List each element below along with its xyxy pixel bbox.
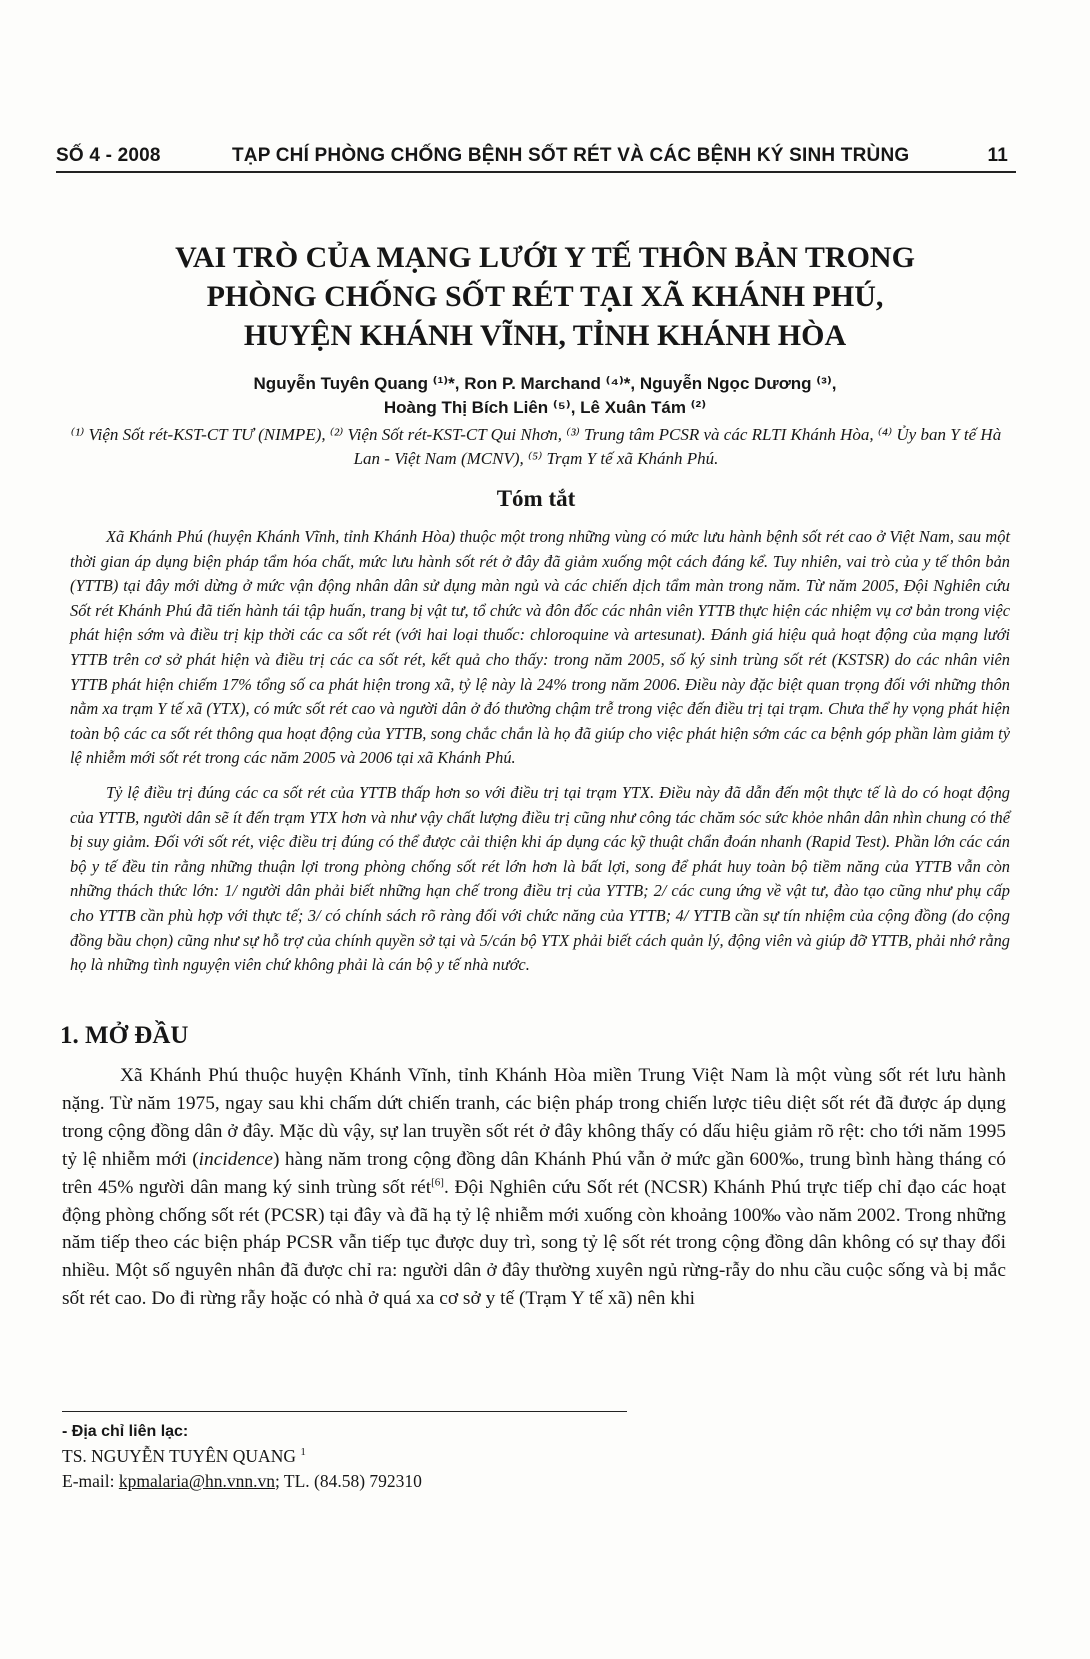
affiliations: ⁽¹⁾ Viện Sốt rét-KST-CT TƯ (NIMPE), ⁽²⁾ Viện Sốt rét-KST-CT Qui Nhơn, ⁽³⁾ Trung tâm PCSR và các RLTI Khánh Hòa, ⁽⁴⁾ Ủy ban Y tế Hà Lan - Việt Nam (MCNV), ⁽⁵⁾ Trạm Y tế xã Khánh Phú.: [70, 425, 1002, 468]
section-heading: 1. MỞ ĐẦU: [60, 1022, 189, 1049]
author-list: [120, 372, 970, 420]
abstract-paragraph: Tỷ lệ điều trị đúng các ca sốt rét của YTTB thấp hơn so với điều trị tại trạm YTX. Điều này đã dẫn đến một thực tế là do có hoạt động của YTTB, người dân sẽ ít đến trạm YTX hơn và như vậy chất lượng điều trị cũng như công tác chăm sóc sức khỏe nhân dân nhìn chung có thể bị suy giảm. Đối với sốt rét, việc điều trị đúng có thể được cải thiện khi áp dụng các kỹ thuật chẩn đoán nhanh (Rapid Test). Phần lớn các cán bộ y tế đều tin rằng những thuận lợi trong phòng chống sốt rét lớn hơn là bất lợi, song để phát huy toàn bộ tiềm năng của YTTB vẫn còn những thách thức lớn: 1/ người dân phải biết những hạn chế trong điều trị của YTTB; 2/ các cung ứng về vật tư, đào tạo cũng như phụ cấp cho YTTB cần phù hợp với thực tế; 3/ có chính sách rõ ràng đối với chức năng của YTTB; 4/ YTTB cần sự tín nhiệm của cộng đồng (do cộng đồng bầu chọn) cũng như sự hỗ trợ của chính quyền sở tại và 5/cán bộ YTX phải biết cách quản lý, động viên và giúp đỡ YTTB, phải nhớ rằng họ là những tình nguyện viên chứ không phải là cán bộ y tế nhà nước.: [70, 782, 1010, 975]
email-prefix: E-mail:: [62, 1471, 119, 1491]
contact-footnote: [62, 1419, 762, 1494]
title-line: HUYỆN KHÁNH VĨNH, TỈNH KHÁNH HÒA: [243, 319, 847, 352]
phone-number: ; TL. (84.58) 792310: [274, 1471, 422, 1491]
body-text-part: . Đội Nghiên cứu Sốt rét (NCSR) Khánh Phú trực tiếp chỉ đạo các hoạt động phòng chống sốt rét (PCSR) tại đây và đã hạ tỷ lệ nhiễm mới xuống còn khoảng 100‰ vào năm 2002. Trong những năm tiếp theo các biện pháp PCSR vẫn tiếp tục được duy trì, song tỷ lệ sốt rét trong cộng đồng dân không có sự thay đổi nhiều. Một số nguyên nhân đã được chỉ ra: người dân ở đây thường xuyên ngủ rừng-rẫy do nhu cầu cuộc sống và bị mắc sốt rét cao. Do đi rừng rẫy hoặc có nhà ở quá xa cơ sở y tế (Trạm Y tế xã) nên khi: [62, 1176, 1006, 1310]
title-line: PHÒNG CHỐNG SỐT RÉT TẠI XÃ KHÁNH PHÚ,: [206, 280, 884, 313]
footnote-divider: [62, 1411, 627, 1412]
abstract-paragraph: Xã Khánh Phú (huyện Khánh Vĩnh, tỉnh Khánh Hòa) thuộc một trong những vùng có mức lưu hành bệnh sốt rét cao ở Việt Nam, sau một thời gian áp dụng biện pháp tẩm hóa chất, mức lưu hành sốt rét ở đây đã giảm xuống một cách đáng kể. Tuy nhiên, vai trò của y tế thôn bản (YTTB) tại đây mới dừng ở mức vận động nhân dân sử dụng màn ngủ và các chiến dịch tẩm màn trong năm. Từ năm 2005, Đội Nghiên cứu Sốt rét Khánh Phú đã tiến hành tái tập huấn, trang bị vật tư, tổ chức và đôn đốc các nhân viên YTTB thực hiện các nhiệm vụ cơ bản trong việc phát hiện sớm và điều trị kịp thời các ca sốt rét (với hai loại thuốc: chloroquine và artesunat). Đánh giá hiệu quả hoạt động của mạng lưới YTTB trên cơ sở phát hiện và điều trị các ca sốt rét, kết quả cho thấy: trong năm 2005, số ký sinh trùng sốt rét (KSTSR) do các nhân viên YTTB phát hiện chiếm 17% tổng số ca phát hiện trong xã, tỷ lệ này là 24% trong năm 2006. Điều này đặc biệt quan trọng đối với những thôn nằm xa trạm Y tế xã (YTX), có mức sốt rét cao và người dân ở đó thường chậm trễ trong việc đến điều trị tại trạm. Chưa thể hy vọng phát hiện toàn bộ các ca sốt rét thông qua hoạt động của YTTB, song chắc chắn là họ đã giúp cho việc phát hiện sớm các ca bệnh góp phần làm giảm tỷ lệ nhiễm mới sốt rét trong các năm 2005 và 2006 tại xã Khánh Phú.: [70, 527, 1010, 768]
contact-name-sup: 1: [300, 1446, 306, 1459]
issue-number: SỐ 4 - 2008: [56, 145, 161, 166]
contact-label: - Địa chỉ liên lạc:: [62, 1423, 189, 1440]
abstract: [70, 525, 1010, 978]
running-header: [56, 141, 1016, 173]
body-text-part: ) hàng năm trong cộng đồng dân Khánh Phú vẫn ở mức gần 600‰, trung bình hàng tháng có trên 45% người dân mang ký sinh trùng sốt rét: [62, 1148, 1006, 1198]
body-text: [62, 1062, 1006, 1313]
email-link[interactable]: kpmalaria@hn.vnn.vn: [118, 1471, 275, 1491]
author-line: Nguyễn Tuyên Quang ⁽¹⁾*, Ron P. Marchand ⁽⁴⁾*, Nguyễn Ngọc Dương ⁽³⁾,: [253, 374, 837, 393]
page-number: 11: [987, 145, 1008, 166]
contact-email-line: [62, 1469, 762, 1494]
author-line: Hoàng Thị Bích Liên ⁽⁵⁾, Lê Xuân Tám ⁽²⁾: [383, 398, 707, 417]
title-line: VAI TRÒ CỦA MẠNG LƯỚI Y TẾ THÔN BẢN TRONG: [175, 241, 915, 274]
journal-title: TẠP CHÍ PHÒNG CHỐNG BỆNH SỐT RÉT VÀ CÁC BỆNH KÝ SINH TRÙNG: [232, 145, 910, 166]
abstract-heading: Tóm tắt: [496, 486, 576, 511]
body-text-part: Xã Khánh Phú thuộc huyện Khánh Vĩnh, tỉnh Khánh Hòa miền Trung Việt Nam là một vùng sốt rét lưu hành nặng. Từ năm 1975, ngay sau khi chấm dứt chiến tranh, các biện pháp trong chiến lược tiêu diệt sốt rét đã được áp dụng trong cộng đồng dân ở đây. Mặc dù vậy, sự lan truyền sốt rét ở đây không thấy có dấu hiệu giảm rõ rệt: cho tới năm 1995 tỷ lệ nhiễm mới (: [62, 1065, 1006, 1170]
reference-citation[interactable]: [6]: [431, 1176, 444, 1189]
contact-name: TS. NGUYỄN TUYÊN QUANG: [62, 1446, 296, 1466]
body-paragraph: [62, 1062, 1006, 1313]
contact-name-line: [62, 1444, 762, 1469]
italic-term: incidence: [198, 1148, 273, 1170]
article-title: [120, 238, 970, 355]
